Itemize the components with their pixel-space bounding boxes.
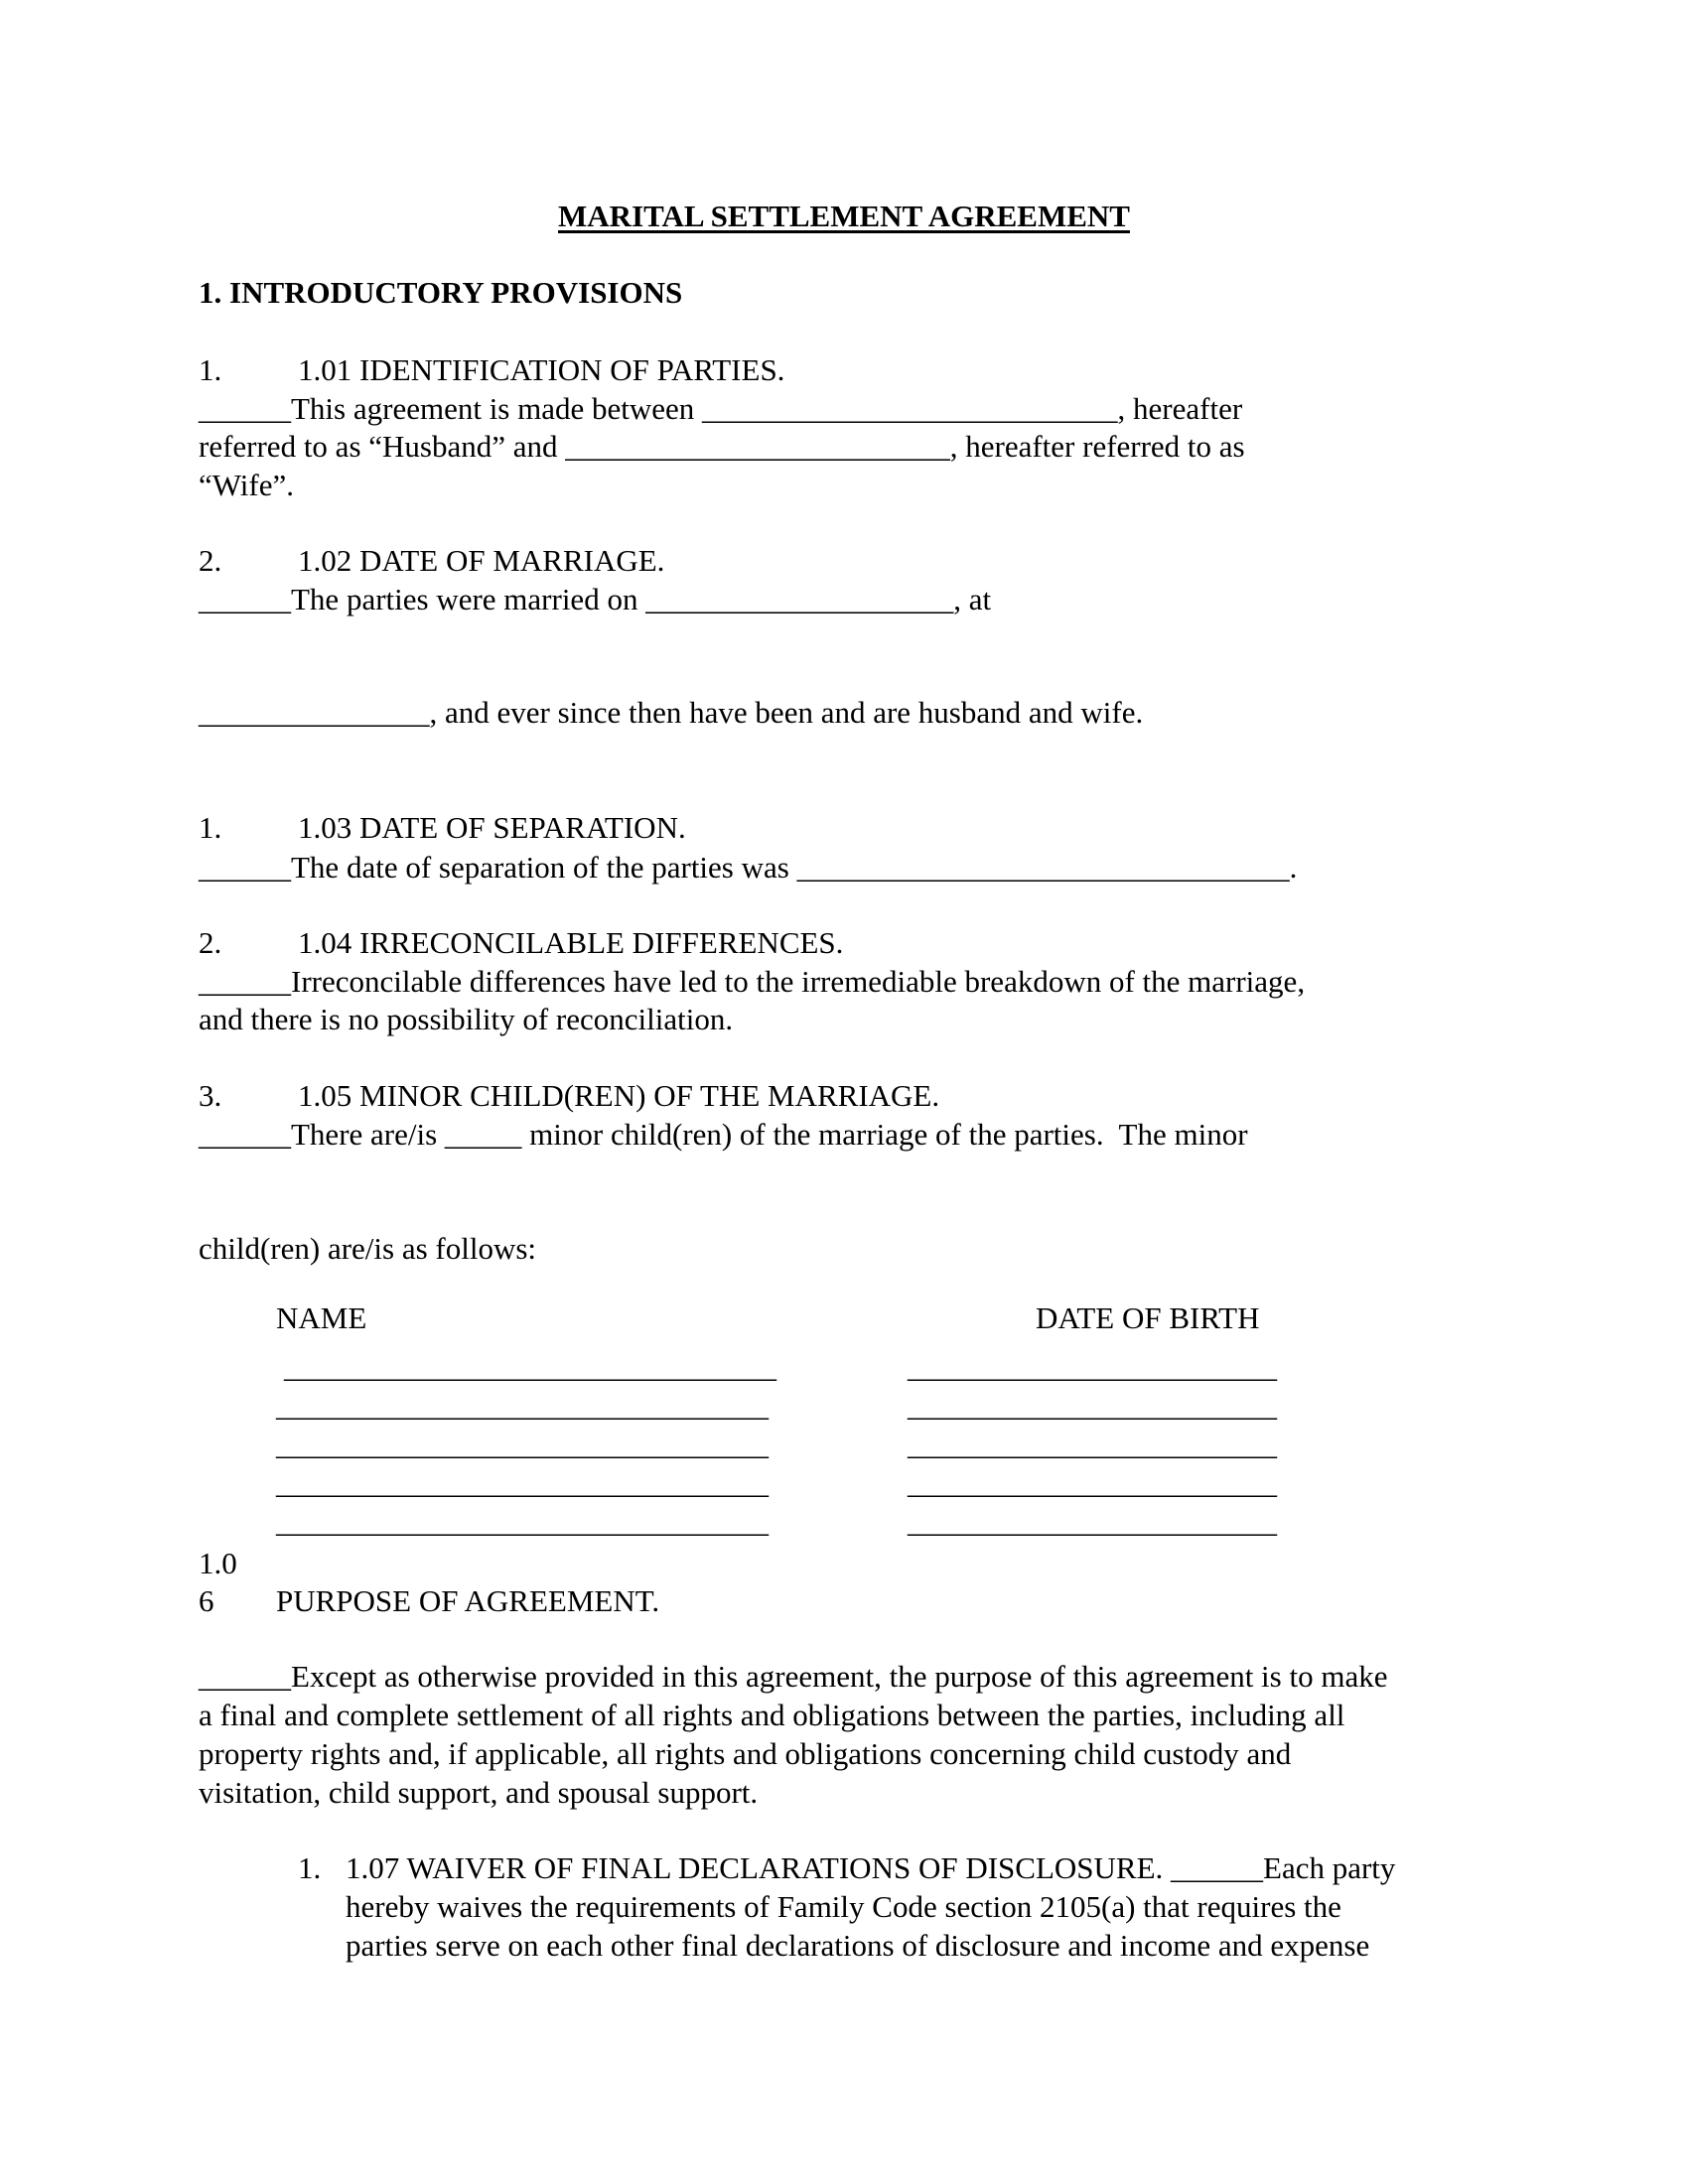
- item-104-line2: and there is no possibility of reconciliation.: [199, 1002, 734, 1036]
- children-col-name: NAME: [276, 1300, 367, 1335]
- item-104-heading: 1.04 IRRECONCILABLE DIFFERENCES.: [298, 925, 844, 960]
- item-105-heading: 1.05 MINOR CHILD(REN) OF THE MARRIAGE.: [298, 1078, 940, 1113]
- child-dob-blank: ________________________: [908, 1349, 1277, 1384]
- item-101-line3: “Wife”.: [199, 468, 294, 502]
- item-106-number-b: 6: [199, 1583, 214, 1618]
- item-103-heading: 1.03 DATE OF SEPARATION.: [298, 810, 686, 845]
- item-101-line2: referred to as “Husband” and _________________________, hereafter referred to as: [199, 429, 1245, 464]
- item-103-number: 1.: [199, 810, 222, 845]
- item-106-number-a: 1.0: [199, 1546, 237, 1580]
- item-107-line3: parties serve on each other final declarations of disclosure and income and expense: [346, 1928, 1370, 1963]
- section-heading: 1. INTRODUCTORY PROVISIONS: [199, 275, 683, 310]
- item-106-line1: ______Except as otherwise provided in this agreement, the purpose of this agreement is to make: [199, 1659, 1388, 1694]
- child-name-blank: ________________________________: [276, 1427, 769, 1461]
- item-106-line3: property rights and, if applicable, all rights and obligations concerning child custody and: [199, 1736, 1292, 1771]
- child-name-blank: ________________________________: [284, 1349, 776, 1384]
- item-102-heading: 1.02 DATE OF MARRIAGE.: [298, 543, 665, 578]
- child-name-blank: ________________________________: [276, 1504, 769, 1539]
- children-col-dob: DATE OF BIRTH: [1036, 1300, 1260, 1335]
- item-107-line1: 1.07 WAIVER OF FINAL DECLARATIONS OF DISCLOSURE. ______Each party: [346, 1850, 1396, 1885]
- item-105-line2: child(ren) are/is as follows:: [199, 1231, 537, 1266]
- item-102-line1: ______The parties were married on ____________________, at: [199, 582, 992, 616]
- item-107-number: 1.: [298, 1850, 322, 1885]
- child-dob-blank: ________________________: [908, 1465, 1277, 1500]
- item-103-line1: ______The date of separation of the parties was ________________________________.: [199, 850, 1298, 885]
- item-101-heading: 1.01 IDENTIFICATION OF PARTIES.: [298, 352, 785, 387]
- item-101-number: 1.: [199, 352, 222, 387]
- item-105-line1: ______There are/is _____ minor child(ren) of the marriage of the parties. The minor: [199, 1117, 1248, 1152]
- child-dob-blank: ________________________: [908, 1388, 1277, 1423]
- item-101-line1: ______This agreement is made between ___________________________, hereafter: [199, 391, 1243, 426]
- item-106-line4: visitation, child support, and spousal support.: [199, 1775, 759, 1810]
- document-title-text: MARITAL SETTLEMENT AGREEMENT: [558, 199, 1130, 233]
- document-title: [0, 199, 1688, 234]
- child-name-blank: ________________________________: [276, 1388, 769, 1423]
- child-name-blank: ________________________________: [276, 1465, 769, 1500]
- item-102-line2: _______________, and ever since then have been and are husband and wife.: [199, 695, 1144, 730]
- item-106-line2: a final and complete settlement of all rights and obligations between the parties, including all: [199, 1698, 1345, 1732]
- item-104-number: 2.: [199, 925, 222, 960]
- item-107-line2: hereby waives the requirements of Family Code section 2105(a) that requires the: [346, 1889, 1341, 1924]
- child-dob-blank: ________________________: [908, 1427, 1277, 1461]
- item-106-heading: PURPOSE OF AGREEMENT.: [276, 1583, 660, 1618]
- item-104-line1: ______Irreconcilable differences have led to the irremediable breakdown of the marriage,: [199, 964, 1306, 999]
- item-102-number: 2.: [199, 543, 222, 578]
- child-dob-blank: ________________________: [908, 1504, 1277, 1539]
- item-105-number: 3.: [199, 1078, 222, 1113]
